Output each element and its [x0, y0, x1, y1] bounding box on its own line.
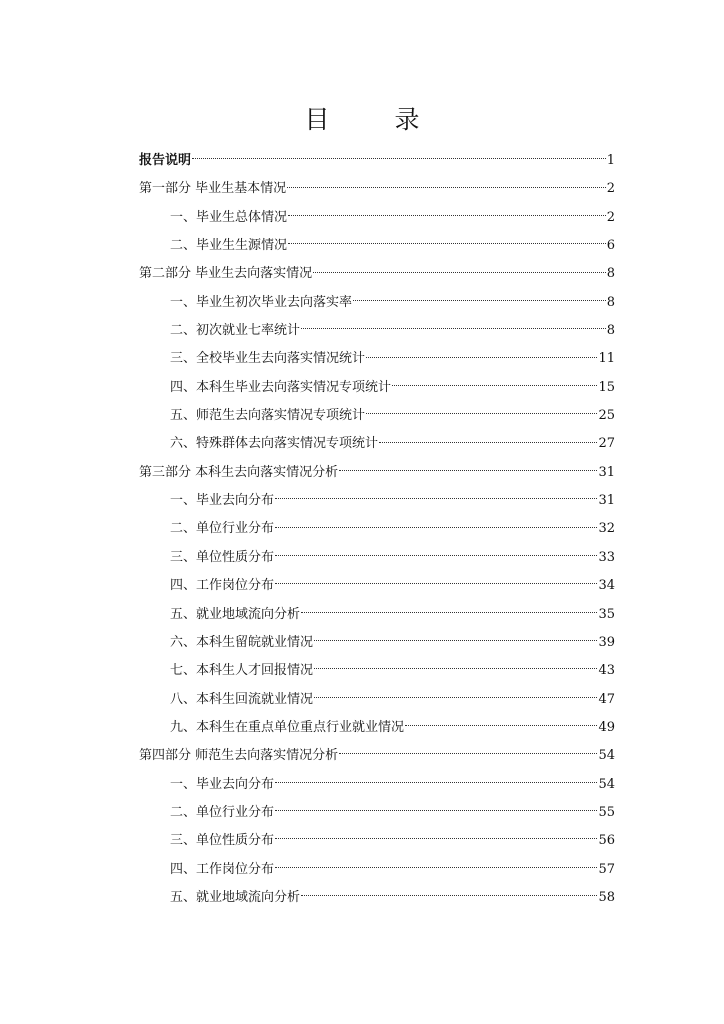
toc-entry-label: 八、本科生回流就业情况 [170, 691, 314, 707]
toc-entry[interactable] [139, 601, 615, 629]
toc-entry-label: 二、初次就业七率统计 [170, 323, 301, 339]
toc-dot-leader [366, 412, 597, 414]
toc-entry-page-number: 54 [598, 776, 615, 792]
toc-dot-leader [275, 554, 597, 556]
toc-entry-page-number: 32 [598, 521, 615, 537]
toc-dot-leader [275, 837, 597, 839]
toc-entry[interactable] [139, 459, 615, 487]
toc-entry-label: 五、就业地域流向分析 [170, 889, 301, 905]
toc-entry-page-number: 55 [598, 804, 615, 820]
toc-entry-page-number: 11 [598, 351, 615, 367]
toc-entry-label: 第一部分 毕业生基本情况 [139, 181, 287, 197]
toc-entry-label: 二、单位行业分布 [170, 804, 275, 820]
toc-entry-label: 四、工作岗位分布 [170, 578, 275, 594]
toc-entry-page-number: 6 [606, 238, 615, 254]
toc-entry-label: 四、本科生毕业去向落实情况专项统计 [170, 379, 392, 395]
toc-entry[interactable] [139, 374, 615, 402]
toc-entry-label: 三、单位性质分布 [170, 833, 275, 849]
toc-dot-leader [288, 242, 606, 244]
toc-entry-page-number: 2 [606, 181, 615, 197]
toc-entry-label: 四、工作岗位分布 [170, 861, 275, 877]
toc-entry-page-number: 31 [598, 493, 615, 509]
toc-dot-leader [314, 667, 597, 669]
toc-entry-page-number: 58 [598, 889, 615, 905]
toc-entry-page-number: 1 [606, 153, 615, 168]
toc-entry-label: 五、师范生去向落实情况专项统计 [170, 408, 366, 424]
toc-dot-leader [192, 157, 606, 159]
toc-entry-page-number: 8 [606, 323, 615, 339]
toc-entry-page-number: 2 [606, 209, 615, 225]
toc-entry-label: 一、毕业去向分布 [170, 776, 275, 792]
toc-dot-leader [301, 327, 606, 329]
toc-entry[interactable] [139, 317, 615, 345]
toc-entry[interactable] [139, 147, 615, 175]
toc-entry-page-number: 34 [598, 578, 615, 594]
toc-dot-leader [275, 497, 597, 499]
toc-entry[interactable] [139, 345, 615, 373]
toc-entry-label: 二、单位行业分布 [170, 521, 275, 537]
toc-entry-label: 五、就业地域流向分析 [170, 606, 301, 622]
toc-entry[interactable] [139, 714, 615, 742]
toc-dot-leader [275, 526, 597, 528]
toc-entry-label: 一、毕业生总体情况 [170, 209, 288, 225]
toc-dot-leader [379, 441, 597, 443]
toc-entry-label: 三、全校毕业生去向落实情况统计 [170, 351, 366, 367]
toc-entry-label: 第二部分 毕业生去向落实情况 [139, 266, 313, 282]
toc-entry-label: 第四部分 师范生去向落实情况分析 [139, 748, 339, 764]
toc-entry-page-number: 56 [598, 833, 615, 849]
toc-entry[interactable] [139, 289, 615, 317]
toc-entry-page-number: 8 [606, 266, 615, 282]
toc-entry-label: 一、毕业去向分布 [170, 493, 275, 509]
toc-dot-leader [314, 639, 597, 641]
toc-entry-page-number: 57 [598, 861, 615, 877]
toc-entry-label: 第三部分 本科生去向落实情况分析 [139, 464, 339, 480]
toc-entry-page-number: 54 [598, 748, 615, 764]
toc-dot-leader [366, 356, 597, 358]
toc-entry[interactable] [139, 175, 615, 203]
toc-dot-leader [353, 299, 606, 301]
toc-entry-label: 报告说明 [139, 153, 192, 168]
toc-entry[interactable] [139, 629, 615, 657]
toc-dot-leader [313, 271, 606, 273]
toc-entry-page-number: 33 [598, 549, 615, 565]
toc-dot-leader [339, 469, 597, 471]
toc-entry-page-number: 39 [598, 634, 615, 650]
toc-entry-page-number: 8 [606, 294, 615, 310]
toc-dot-leader [301, 611, 597, 613]
toc-dot-leader [275, 809, 597, 811]
toc-dot-leader [275, 866, 597, 868]
toc-entry[interactable] [139, 487, 615, 515]
toc-entry-page-number: 15 [598, 379, 615, 395]
toc-list [139, 147, 615, 912]
toc-entry-page-number: 49 [598, 719, 615, 735]
toc-dot-leader [339, 752, 597, 754]
toc-dot-leader [392, 384, 597, 386]
toc-entry-label: 六、特殊群体去向落实情况专项统计 [170, 436, 379, 452]
toc-dot-leader [288, 214, 606, 216]
toc-entry[interactable] [139, 204, 615, 232]
toc-dot-leader [287, 186, 606, 188]
toc-dot-leader [301, 894, 597, 896]
toc-entry-label: 九、本科生在重点单位重点行业就业情况 [170, 719, 405, 735]
toc-dot-leader [405, 724, 597, 726]
toc-entry-label: 六、本科生留皖就业情况 [170, 634, 314, 650]
toc-entry-page-number: 47 [598, 691, 615, 707]
toc-entry[interactable] [139, 771, 615, 799]
toc-entry[interactable] [139, 686, 615, 714]
toc-entry-label: 一、毕业生初次毕业去向落实率 [170, 294, 353, 310]
toc-entry[interactable] [139, 856, 615, 884]
toc-dot-leader [275, 781, 597, 783]
toc-dot-leader [275, 582, 597, 584]
toc-entry[interactable] [139, 232, 615, 260]
toc-entry-page-number: 43 [598, 663, 615, 679]
toc-entry[interactable] [139, 402, 615, 430]
toc-entry[interactable] [139, 657, 615, 685]
toc-entry[interactable] [139, 572, 615, 600]
toc-entry-page-number: 27 [598, 436, 615, 452]
toc-entry[interactable] [139, 827, 615, 855]
toc-title: 目 录 [304, 105, 440, 134]
toc-entry-label: 七、本科生人才回报情况 [170, 663, 314, 679]
toc-entry[interactable] [139, 742, 615, 770]
toc-entry-page-number: 25 [598, 408, 615, 424]
toc-entry-label: 二、毕业生生源情况 [170, 238, 288, 254]
toc-entry[interactable] [139, 430, 615, 458]
toc-entry-label: 三、单位性质分布 [170, 549, 275, 565]
toc-dot-leader [314, 696, 597, 698]
toc-entry-page-number: 35 [598, 606, 615, 622]
toc-entry[interactable] [139, 884, 615, 912]
toc-entry[interactable] [139, 260, 615, 288]
toc-entry[interactable] [139, 515, 615, 543]
toc-entry-page-number: 31 [598, 464, 615, 480]
toc-entry[interactable] [139, 544, 615, 572]
toc-entry[interactable] [139, 799, 615, 827]
